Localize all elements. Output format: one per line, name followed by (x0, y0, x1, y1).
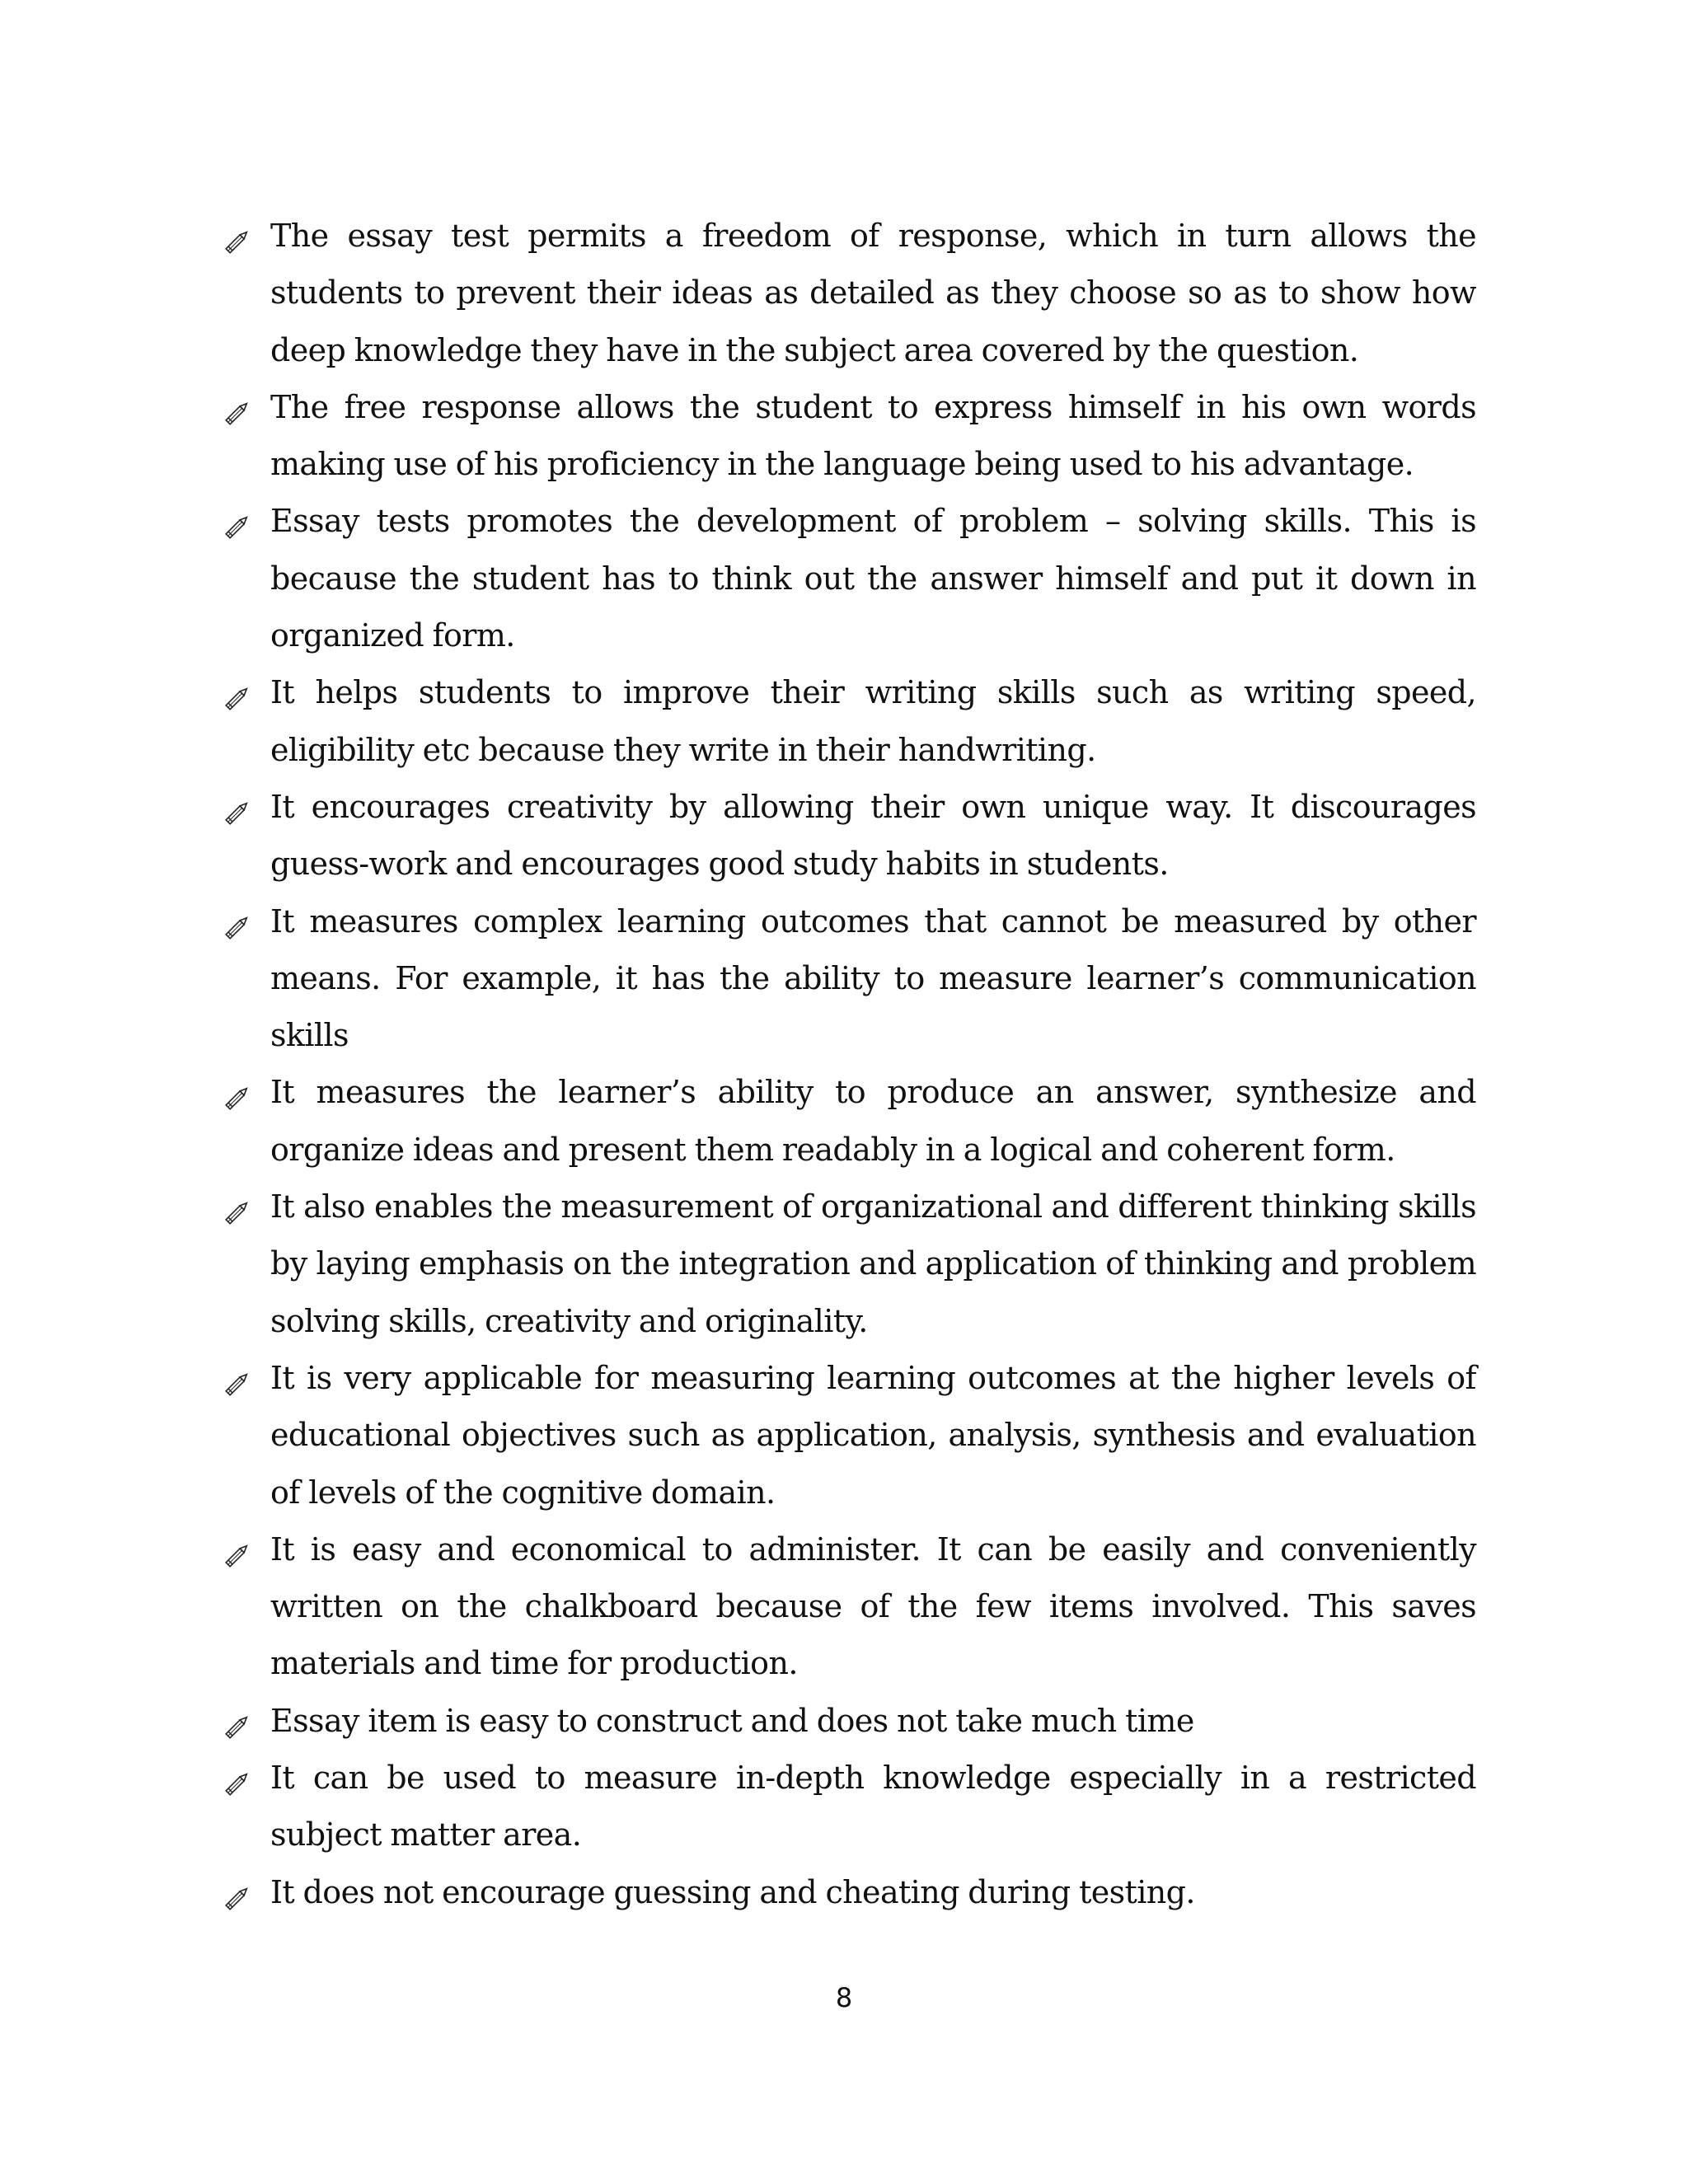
bullet-item (221, 493, 1476, 664)
bullet-item (221, 1864, 1476, 1921)
bullet-text: It measures the learner’s ability to produce an answer, synthesize and organize ideas and present them readably in a logical and coherent form. (270, 1074, 1476, 1168)
pencil-icon (221, 1190, 254, 1223)
bullet-item (221, 1064, 1476, 1179)
pencil-icon (221, 1876, 254, 1909)
pencil-icon (221, 1761, 254, 1794)
bullet-text: Essay tests promotes the development of problem – solving skills. This is because the student has to think out the answer himself and put it down in organized form. (270, 503, 1476, 654)
pencil-icon (221, 391, 254, 424)
bullet-item (221, 208, 1476, 379)
bullet-text: It can be used to measure in-depth knowledge especially in a restricted subject matter area. (270, 1760, 1476, 1854)
bullet-text: Essay item is easy to construct and does not take much time (270, 1702, 1194, 1739)
bullet-text: It is very applicable for measuring learning outcomes at the higher levels of educational objectives such as application, analysis, synthesis and evaluation of levels of the cognitive domain. (270, 1359, 1476, 1511)
pencil-icon (221, 1361, 254, 1394)
bullet-text: The essay test permits a freedom of response, which in turn allows the students to prevent their ideas as detailed as they choose so as to show how deep knowledge they have in the subject area covered by the question. (270, 218, 1476, 368)
pencil-icon (221, 676, 254, 709)
bullet-text: It also enables the measurement of organizational and different thinking skills by laying emphasis on the integration and application of thinking and problem solving skills, creativity and originality. (270, 1188, 1476, 1339)
bullet-item (221, 1179, 1476, 1350)
bullet-item (221, 1750, 1476, 1864)
pencil-icon (221, 504, 254, 537)
bullet-item (221, 664, 1476, 779)
bullet-text: It helps students to improve their writing skills such as writing speed, eligibility etc because they write in their handwriting. (270, 674, 1476, 768)
pencil-icon (221, 790, 254, 823)
bullet-text: It measures complex learning outcomes that cannot be measured by other means. For example, it has the ability to measure learner’s communication skills (270, 902, 1476, 1054)
bullet-text: It is easy and economical to administer. It can be easily and conveniently written on the chalkboard because of the few items involved. This saves materials and time for production. (270, 1530, 1476, 1682)
advantages-bullet-list (221, 208, 1476, 1921)
bullet-text: It does not encourage guessing and cheating during testing. (270, 1873, 1195, 1910)
bullet-item (221, 1350, 1476, 1521)
bullet-text: It encourages creativity by allowing their own unique way. It discourages guess-work and encourages good study habits in students. (270, 788, 1476, 883)
pencil-icon (221, 1533, 254, 1566)
bullet-text: The free response allows the student to express himself in his own words making use of his proficiency in the language being used to his advantage. (270, 388, 1476, 483)
pencil-icon (221, 219, 254, 252)
bullet-item (221, 1521, 1476, 1693)
pencil-icon (221, 905, 254, 938)
bullet-item (221, 379, 1476, 494)
bullet-item (221, 893, 1476, 1065)
pencil-icon (221, 1704, 254, 1737)
pencil-icon (221, 1076, 254, 1108)
bullet-item (221, 779, 1476, 893)
page-number: 8 (835, 1982, 853, 2013)
bullet-item (221, 1693, 1476, 1750)
